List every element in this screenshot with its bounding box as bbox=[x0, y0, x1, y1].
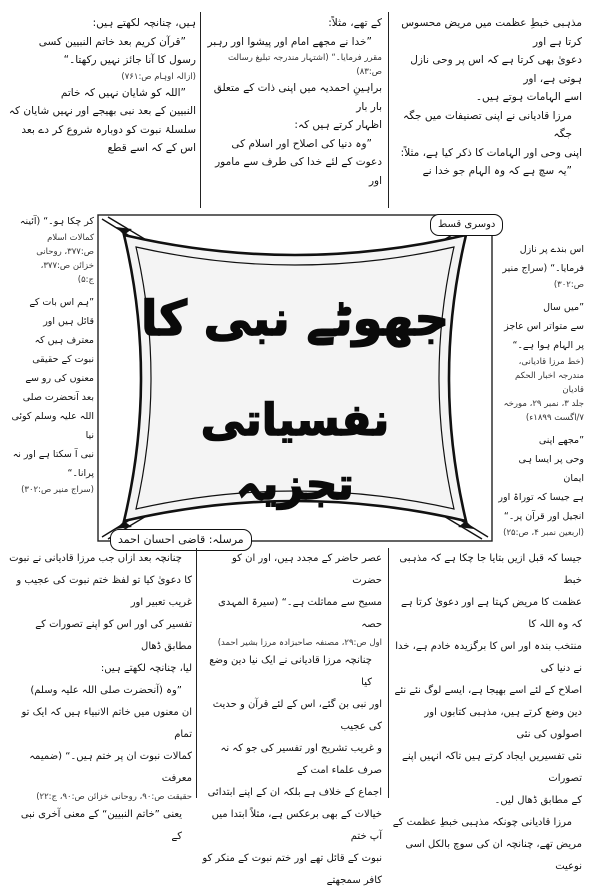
quote-line: اس کے کہ اسے قطع bbox=[107, 142, 196, 154]
quote-line: اللہ علیہ وسلم کوئی نیا bbox=[11, 411, 94, 441]
paragraph-line: کے مطابق ڈھال لیں۔ bbox=[494, 795, 582, 806]
quote-line: ”ہم اس بات کے bbox=[29, 297, 94, 308]
paragraph-line: اپنی وحی اور الہامات کا ذکر کیا ہے، مثلاً: bbox=[400, 146, 582, 159]
citation: خزائن ص:۳۷۷، bbox=[40, 261, 94, 271]
quote-line: النبیین کے بعد نبی بھیجے اور نہیں شایان کہ bbox=[8, 105, 196, 117]
quote-line: پر الہام ہوا ہے۔“ bbox=[512, 340, 584, 351]
quote-line: نبوت کے حقیقی bbox=[32, 354, 94, 365]
quote-line: ”وہ دنیا کی اصلاح اور اسلام کی bbox=[231, 137, 372, 150]
right-side-column bbox=[496, 240, 584, 540]
quote-line: انجیل اور قرآن پر۔“ bbox=[503, 511, 584, 522]
quote-line: دعوت کے لئے خدا کی طرف سے مامور اور bbox=[215, 156, 382, 187]
top-middle-column bbox=[206, 14, 382, 190]
headline-line-2: نفسیاتی تجزیہ bbox=[200, 395, 390, 510]
paragraph-line: دعویٰ بھی کرتا ہے کہ اس پر وحی نازل ہوتی ہے، اور bbox=[410, 54, 582, 85]
feature-title-frame bbox=[96, 213, 494, 543]
bottom-right-column bbox=[392, 548, 582, 878]
paragraph-line: مسیح سے مماثلت ہے۔“ (سیرۃ المہدی حصہ bbox=[218, 597, 382, 630]
citation: ص:۳۰۲) bbox=[553, 280, 584, 290]
paragraph-line: دین وضع کرتے ہیں، مذہبی کتابوں اور اصولوں کی نئی bbox=[424, 707, 582, 740]
paragraph-line: مرزا قادیانی چونکہ مذہبی خبطِ عظمت کے bbox=[392, 817, 572, 828]
paragraph-line: کے تھے، مثلاً: bbox=[328, 17, 382, 29]
series-tag: دوسری قسط bbox=[430, 214, 503, 236]
bottom-middle-column bbox=[200, 548, 382, 892]
quote-line: رسول کا آنا جائز نہیں رکھتا۔“ bbox=[63, 54, 196, 66]
paragraph-line: اظہار کرتے ہیں کہ: bbox=[294, 119, 382, 131]
citation: (ازالہ اوہام ص:۷۶۱) bbox=[121, 71, 196, 82]
column-divider bbox=[388, 12, 389, 208]
paragraph-line: کا دعویٰ کیا تو لفظ ختم نبوت کی عجیب و غریب تعبیر اور bbox=[16, 575, 192, 608]
citation: (سراج منیر ص:۳۰۲) bbox=[21, 485, 94, 495]
top-left-column bbox=[8, 14, 196, 158]
paragraph-line: و غریب تشریح اور تفسیر کی جو کہ نہ صرف علماء امت کے bbox=[220, 743, 382, 776]
column-divider bbox=[196, 548, 197, 798]
paragraph-line: نئی تفسیریں ایجاد کرتے ہیں تاکہ انہیں اپنے تصورات bbox=[402, 751, 582, 784]
left-side-column bbox=[8, 212, 94, 497]
paragraph-line: مریض تھے، چنانچہ ان کی سوچ بالکل اسی نوعیت bbox=[405, 839, 582, 872]
quote-line: کر چکا ہو۔“ (آئینہ bbox=[19, 216, 94, 227]
paragraph-line: مذہبی خبطِ عظمت میں مریض محسوس کرتا ہے اور bbox=[401, 17, 582, 48]
quote-line: قائل ہیں اور bbox=[43, 316, 94, 327]
headline-line-1: جھوٹے نبی کا bbox=[140, 291, 450, 347]
quote-line: کمالات نبوت ان پر ختم ہیں۔“ (ضمیمہ معرفت bbox=[29, 751, 192, 784]
citation: (اربعین نمبر ۴، ص:۲۵) bbox=[503, 528, 584, 538]
paragraph-line: یعنی ”خاتم النبیین“ کے معنی آخری نبی کے bbox=[20, 809, 182, 842]
top-right-column bbox=[392, 14, 582, 181]
quote-line: معنوں کی رو سے bbox=[25, 373, 94, 384]
quote-line: ”مجھے اپنی bbox=[538, 435, 584, 446]
citation: حقیقت ص:۹۰، روحانی خزائن ص:۹۰، ج:۲۲) bbox=[36, 792, 192, 802]
paragraph-line: اجماع کے خلاف ہے بلکہ ان کے اپنے ابتدائی bbox=[207, 787, 382, 798]
paragraph-line: مرزا قادیانی نے اپنی تصنیفات میں جگہ جگہ bbox=[403, 109, 572, 140]
citation: جلد ۳، نمبر ۲۹، مورخہ bbox=[503, 399, 584, 409]
paragraph-line: خیالات کے بھی برعکس ہے، مثلاً ابتدا میں آپ ختم bbox=[211, 809, 382, 842]
paragraph-line: چنانچہ بعد ازاں جب مرزا قادیانی نے نبوت bbox=[9, 553, 182, 564]
citation: مندرجہ اخبار الحکم قادیان bbox=[515, 371, 584, 395]
quote-line: نبی آ سکتا ہے اور نہ bbox=[12, 449, 94, 460]
paragraph-line: اس بندے پر نازل bbox=[519, 244, 584, 255]
paragraph-line: ہیں، چنانچہ لکھتے ہیں: bbox=[92, 17, 196, 29]
paragraph-line: نبوت کے قائل تھے اور ختم نبوت کے منکر کو کافر سمجھتے bbox=[202, 853, 382, 886]
quote-line: بعد آنحضرت صلی bbox=[22, 392, 94, 403]
citation: اول ص:۲۹، مصنفہ صاحبزادہ مرزا بشیر احمد) bbox=[217, 638, 382, 648]
quote-line: معترف ہیں کہ bbox=[34, 335, 94, 346]
paragraph-line: اسے الہامات ہوتے ہیں۔ bbox=[475, 91, 582, 103]
paragraph-line: عصر حاضر کے مجدد ہیں، اور ان کو حضرت bbox=[232, 553, 382, 586]
quote-line: ”خدا نے مجھے امام اور پیشوا اور رہبر bbox=[207, 35, 372, 48]
paragraph-line: فرمایا۔“ (سراج منیر bbox=[502, 263, 584, 274]
citation: ص:۳۷۷، روحانی bbox=[36, 247, 94, 257]
paragraph-line: منتخب بندہ اور اس کا برگزیدہ خادم ہے، خدا نے دنیا کی bbox=[395, 641, 582, 674]
citation: (خط مرزا قادیانی، bbox=[518, 357, 584, 367]
citation: مقرر فرمایا۔“ (اشتہار مندرجہ تبلیغ رسالت ص:۸۳) bbox=[228, 53, 382, 77]
quote-line: پرانا۔“ bbox=[67, 468, 94, 479]
column-divider bbox=[388, 548, 389, 798]
paragraph-line: اور نبی بن گئے، اس کے لئے قرآن و حدیث کی عجیب bbox=[212, 699, 382, 732]
quote-line: سلسلۂ نبوت کو دوبارہ شروع کر دے بعد bbox=[21, 123, 196, 136]
paragraph-line: براہینِ احمدیہ میں اپنی ذات کے متعلق بار بار bbox=[213, 82, 382, 113]
bottom-left-column bbox=[8, 548, 192, 848]
citation: کمالات اسلام bbox=[47, 233, 94, 243]
citation: ج:۵) bbox=[77, 275, 94, 285]
paragraph-line: چنانچہ مرزا قادیانی نے ایک نیا دین وضع کیا bbox=[209, 655, 372, 688]
quote-line: ”قرآن کریم بعد خاتم النبیین کسی bbox=[38, 35, 186, 48]
paragraph-line: جیسا کہ قبل ازیں بتایا جا چکا ہے کہ مذہبی خبط bbox=[399, 553, 582, 586]
citation: ۷/اگست ۱۸۹۹ء) bbox=[525, 413, 584, 423]
paragraph-line: لیا، چنانچہ لکھتے ہیں: bbox=[100, 663, 192, 674]
quote-line: وحی پر ایسا ہی ایمان bbox=[518, 454, 584, 484]
byline-box: مرسلہ: قاضی احسان احمد bbox=[110, 529, 252, 551]
paragraph-line: تفسیر کی اور اس کو اپنے تصورات کے مطابق ڈھال bbox=[35, 619, 192, 652]
quote-line: ان معنوں میں خاتم الانبیاء ہیں کہ ایک تو تمام bbox=[21, 707, 192, 740]
quote-line: ”میں سال bbox=[543, 302, 584, 313]
paragraph-line: عظمت کا مریض کہتا ہے اور دعویٰ کرتا ہے کہ وہ اللہ کا bbox=[401, 597, 582, 630]
quote-line: ”یہ سچ ہے کہ وہ الہام جو خدا نے bbox=[422, 165, 572, 177]
paragraph-line: اصلاح کے لئے اسے بھیجا ہے، ایسے لوگ نئے نئے bbox=[394, 685, 582, 696]
quote-line: ”وہ (آنحضرت صلی اللہ علیہ وسلم) bbox=[30, 685, 182, 696]
quote-line: ”اللہ کو شایان نہیں کہ خاتم bbox=[60, 86, 186, 99]
quote-line: سے متواتر اس عاجز bbox=[504, 321, 584, 332]
quote-line: ہے جیسا کہ توراۃ اور bbox=[498, 492, 584, 503]
column-divider bbox=[200, 12, 201, 208]
